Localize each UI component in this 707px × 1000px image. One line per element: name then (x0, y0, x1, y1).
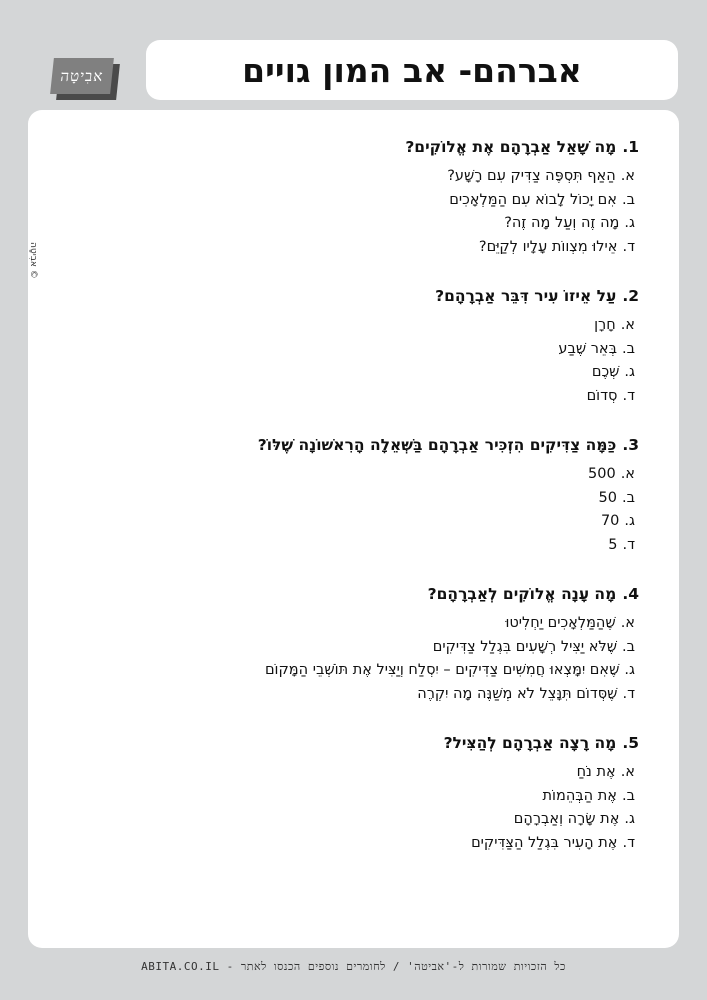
option-text: שְׁכֶם (591, 364, 620, 380)
option-text: אֶת הַבְּהֵמוֹת (542, 787, 617, 804)
question-number: 4. (622, 585, 639, 603)
option-letter: א. (620, 317, 635, 333)
option-letter: ד. (622, 238, 635, 255)
option-text: אֶת נֹחַ (576, 764, 616, 780)
question-number: 2. (622, 287, 639, 305)
answer-option (119, 361, 635, 385)
answer-option (119, 659, 635, 683)
question-heading (119, 287, 639, 305)
question-text: מָה עָנָה אֱלוֹקִים לְאַבְרָהָם? (427, 585, 617, 603)
question-number: 5. (622, 734, 639, 752)
option-text: חָרָן (594, 317, 616, 333)
option-letter: ב. (622, 787, 635, 804)
option-letter: ד. (622, 834, 635, 851)
question-heading (119, 436, 639, 454)
option-letter: ג. (624, 811, 635, 827)
option-letter: א. (620, 466, 635, 482)
option-text: שֶׁסְּדוֹם תִּנָּצֵל לֹא מְשַׁנֶּה מָה יִקְרֶה (417, 685, 618, 702)
question-2 (119, 287, 639, 408)
question-3 (119, 436, 639, 557)
answer-option (119, 683, 635, 707)
answer-options (119, 314, 639, 408)
option-text: אֶת הָעִיר בִּגְלַל הַצַּדִּיקִים (471, 834, 618, 851)
option-letter: ג. (624, 662, 635, 678)
answer-option (119, 832, 635, 856)
answer-option (119, 463, 635, 487)
option-text: 70 (600, 513, 620, 529)
answer-option (119, 236, 635, 260)
question-1 (119, 138, 639, 259)
question-number: 1. (622, 138, 639, 156)
option-text: שֶׁהַמַּלְאָכִים יַחְלִיטוּ (505, 615, 616, 631)
option-letter: ד. (622, 685, 635, 702)
option-letter: א. (620, 764, 635, 780)
answer-option (119, 487, 635, 511)
answer-option (119, 338, 635, 362)
question-list (119, 138, 639, 883)
answer-option (119, 510, 635, 534)
question-number: 3. (622, 436, 639, 454)
option-text: שֶׁלֹּא יַצִּיל רְשָׁעִים בִּגְלַל צַדִּיקִים (432, 638, 617, 655)
question-heading (119, 734, 639, 752)
option-letter: ד. (622, 536, 635, 553)
option-letter: ב. (622, 638, 635, 655)
answer-option (119, 212, 635, 236)
answer-option (119, 636, 635, 660)
answer-options (119, 165, 639, 259)
side-copyright: © אבִיטָה (28, 242, 38, 279)
option-text: אֵילוּ מִצְווֹת עָלָיו לְקַיֵּם? (478, 238, 618, 255)
question-text: עַל אֵיזוֹ עִיר דִּבֵּר אַבְרָהָם? (435, 287, 617, 305)
option-letter: ג. (624, 513, 635, 529)
answer-option (119, 189, 635, 213)
answer-options (119, 612, 639, 706)
option-letter: ג. (624, 364, 635, 380)
question-text: מָה רָצָה אַבְרָהָם לְהַצִּיל? (443, 734, 617, 752)
option-text: הַאַף תִּסְפֶּה צַדִּיק עִם רָשָׁע? (447, 168, 616, 184)
answer-options (119, 761, 639, 855)
option-text: בְּאֵר שֶׁבַע (558, 340, 617, 357)
option-text: שֶׁאִם יִמָּצְאוּ חֲמִשִּׁים צַדִּיקִים – יִסְלַח וְיַצִּיל אֶת תּוֹשְׁבֵי הַמָּקוֹם (264, 662, 620, 678)
option-text: אִם יָכוֹל לָבוֹא עִם הַמַּלְאָכִים (449, 191, 617, 208)
question-5 (119, 734, 639, 855)
answer-option (119, 612, 635, 636)
option-text: 50 (598, 489, 617, 506)
question-4 (119, 585, 639, 706)
option-text: 5 (608, 536, 618, 553)
question-heading (119, 138, 639, 156)
logo-text: אבִיטָה (50, 58, 114, 94)
option-letter: ג. (624, 215, 635, 231)
question-text: מָה שָׁאַל אַבְרָהָם אֶת אֱלוֹקִים? (405, 138, 617, 156)
option-letter: ד. (622, 387, 635, 404)
option-letter: א. (620, 615, 635, 631)
answer-option (119, 165, 635, 189)
title-banner (146, 40, 678, 100)
option-letter: א. (620, 168, 635, 184)
footer-copyright: כל הזכויות שמורות ל-'אביטה' / לחומרים נוספים הכנסו לאתר - ABITA.CO.IL (141, 960, 566, 973)
option-letter: ב. (622, 191, 635, 208)
answer-option (119, 761, 635, 785)
answer-option (119, 785, 635, 809)
answer-option (119, 808, 635, 832)
question-heading (119, 585, 639, 603)
option-letter: ב. (622, 340, 635, 357)
page-title: אברהם- אב המון גויים (242, 50, 582, 90)
answer-option (119, 534, 635, 558)
answer-option (119, 385, 635, 409)
option-text: אֶת שָׂרָה וְאַבְרָהָם (513, 811, 620, 827)
question-text: כַּמָּה צַדִּיקִים הִזְכִּיר אַבְרָהָם בַּשְּׁאֵלָה הָרִאשׁוֹנָה שֶׁלּוֹ? (257, 436, 617, 454)
option-letter: ב. (622, 489, 635, 506)
option-text: סְדוֹם (586, 387, 618, 404)
answer-options (119, 463, 639, 557)
option-text: 500 (588, 466, 616, 482)
option-text: מָה זֶה וְעַל מָה זֶה? (504, 215, 620, 231)
answer-option (119, 314, 635, 338)
logo (52, 58, 116, 98)
